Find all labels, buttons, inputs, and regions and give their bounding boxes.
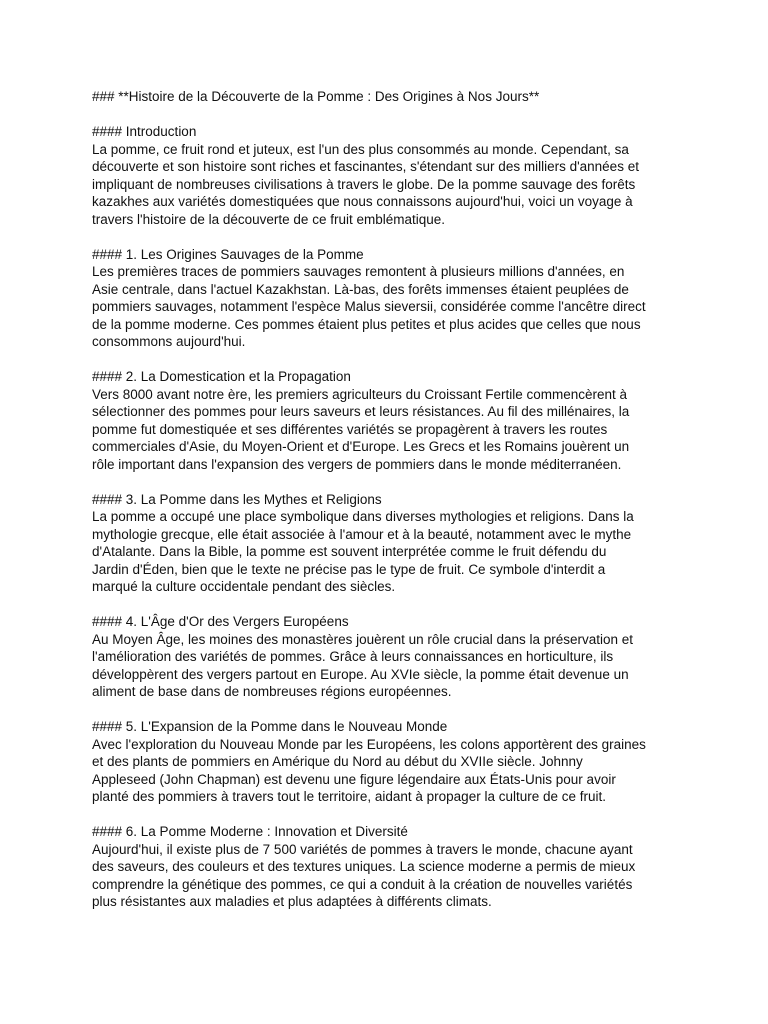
paragraph-line: Asie centrale, dans l'actuel Kazakhstan. Là-bas, des forêts immenses étaient peuplées de — [92, 281, 629, 297]
section-introduction — [92, 123, 682, 228]
section-paragraph — [92, 141, 682, 229]
section-domestication — [92, 368, 682, 473]
section-heading: #### 2. La Domestication et la Propagation — [92, 369, 351, 384]
section-paragraph — [92, 263, 682, 351]
paragraph-line: rôle important dans l'expansion des vergers de pommiers dans le monde méditerranéen. — [92, 456, 622, 472]
paragraph-line: Aujourd'hui, il existe plus de 7 500 variétés de pommes à travers le monde, chacune ayant — [92, 841, 633, 857]
document-page — [92, 88, 682, 928]
paragraph-line: La pomme, ce fruit rond et juteux, est l'un des plus consommés au monde. Cependant, sa — [92, 141, 629, 157]
paragraph-line: découverte et son histoire sont riches et fascinantes, s'étendant sur des milliers d'années et — [92, 159, 639, 174]
paragraph-line: impliquant de nombreuses civilisations à travers le globe. De la pomme sauvage des forêts — [92, 176, 636, 192]
paragraph-line: l'amélioration des variétés de pommes. Grâce à leurs connaissances en horticulture, ils — [92, 649, 614, 664]
paragraph-line: planté des pommiers à travers tout le territoire, aidant à propager la culture de ce fruit. — [92, 789, 607, 804]
paragraph-line: Avec l'exploration du Nouveau Monde par les Européens, les colons apportèrent des graines — [92, 736, 646, 752]
paragraph-line: comprendre la génétique des pommes, ce qui a conduit à la création de nouvelles variétés — [92, 876, 633, 892]
section-pomme-moderne — [92, 823, 682, 911]
document-title: ### **Histoire de la Découverte de la Pomme : Des Origines à Nos Jours** — [92, 89, 540, 104]
section-origines-sauvages — [92, 246, 682, 351]
paragraph-line: Au Moyen Âge, les moines des monastères jouèrent un rôle crucial dans la préservation et — [92, 631, 634, 647]
paragraph-line: pomme fut domestiquée et ses différentes variétés se propagèrent à travers les routes — [92, 421, 608, 437]
paragraph-line: des saveurs, des couleurs et des textures uniques. La science moderne a permis de mieux — [92, 859, 636, 874]
paragraph-line: développèrent des vergers partout en Europe. Au XVIe siècle, la pomme était devenue un — [92, 666, 629, 682]
section-heading: #### 1. Les Origines Sauvages de la Pomme — [92, 246, 364, 262]
paragraph-line: commerciales d'Asie, du Moyen-Orient et d'Europe. Les Grecs et les Romains jouèrent un — [92, 439, 630, 454]
section-heading: #### 3. La Pomme dans les Mythes et Religions — [92, 491, 382, 507]
section-nouveau-monde — [92, 718, 682, 806]
paragraph-line: kazakhes aux variétés domestiquées que nous connaissons aujourd'hui, voici un voyage à — [92, 194, 633, 209]
paragraph-line: plus résistantes aux maladies et plus adaptées à différents climats. — [92, 894, 492, 909]
section-heading: #### Introduction — [92, 124, 197, 139]
section-age-d-or — [92, 613, 682, 701]
paragraph-line: La pomme a occupé une place symbolique dans diverses mythologies et religions. Dans la — [92, 509, 634, 524]
paragraph-line: mythologie grecque, elle était associée à l'amour et à la beauté, notamment avec le mythe — [92, 526, 632, 542]
section-paragraph — [92, 631, 682, 701]
paragraph-line: Les premières traces de pommiers sauvages remontent à plusieurs millions d'années, en — [92, 264, 625, 279]
section-heading: #### 6. La Pomme Moderne : Innovation et Diversité — [92, 824, 408, 839]
paragraph-line: de la pomme moderne. Ces pommes étaient plus petites et plus acides que celles que nous — [92, 316, 641, 332]
paragraph-line: Vers 8000 avant notre ère, les premiers agriculteurs du Croissant Fertile commencèrent à — [92, 386, 627, 402]
paragraph-line: et des plants de pommiers en Amérique du Nord au début du XVIIe siècle. Johnny — [92, 754, 583, 769]
section-mythes-religions — [92, 491, 682, 596]
section-paragraph — [92, 508, 682, 596]
section-heading: #### 4. L'Âge d'Or des Vergers Européens — [92, 614, 349, 629]
paragraph-line: d'Atalante. Dans la Bible, la pomme est souvent interprétée comme le fruit défendu du — [92, 544, 607, 559]
paragraph-line: marqué la culture occidentale pendant des siècles. — [92, 579, 396, 594]
paragraph-line: consommons aujourd'hui. — [92, 334, 246, 349]
section-paragraph — [92, 841, 682, 911]
section-paragraph — [92, 386, 682, 474]
paragraph-line: pommiers sauvages, notamment l'espèce Malus sieversii, considérée comme l'ancêtre direct — [92, 299, 646, 314]
paragraph-line: aliment de base dans de nombreuses régions européennes. — [92, 684, 452, 699]
section-paragraph — [92, 736, 682, 806]
section-heading: #### 5. L'Expansion de la Pomme dans le Nouveau Monde — [92, 719, 448, 734]
paragraph-line: travers l'histoire de la découverte de ce fruit emblématique. — [92, 211, 446, 227]
paragraph-line: Jardin d'Éden, bien que le texte ne précise pas le type de fruit. Ce symbole d'interdit a — [92, 561, 606, 577]
paragraph-line: Appleseed (John Chapman) est devenu une figure légendaire aux États-Unis pour avoir — [92, 771, 616, 787]
paragraph-line: sélectionner des pommes pour leurs saveurs et leurs résistances. Au fil des millénaires, la — [92, 404, 630, 419]
